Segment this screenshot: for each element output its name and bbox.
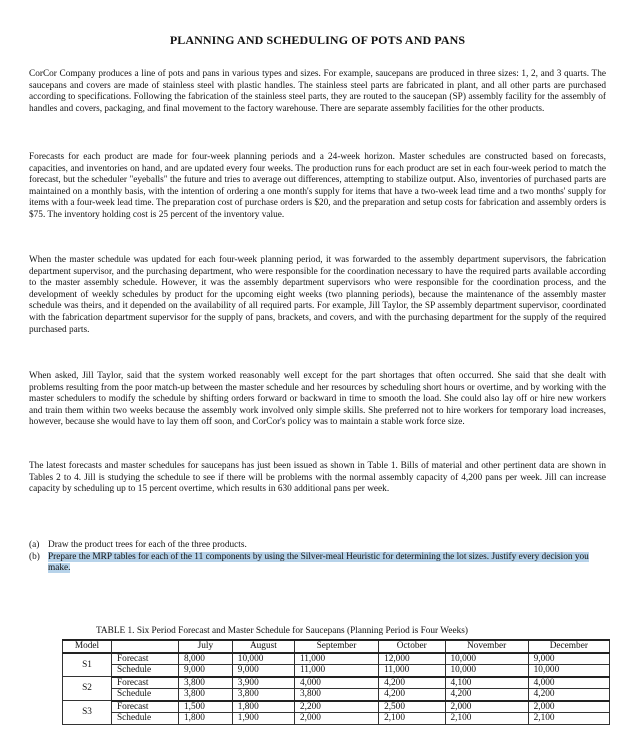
table-cell: 12,000	[379, 653, 445, 665]
table-cell: 10,000	[445, 665, 528, 677]
table-header-row	[63, 640, 610, 653]
paragraph-intro: CorCor Company produces a line of pots and pans in various types and sizes. For example, saucepans are produced in three sizes: 1, 2, and 3 quarts. The saucepans and covers are made of stainless steel with plastic handles. The stainless steel parts are fabricated in plant, and all other parts are purchased according to specifications. Following the fabrication of the stainless steel parts, they are routed to the saucepan (SP) assembly facility for the assembly of handles and covers, packaging, and final movement to the factory warehouse. There are separate assembly facilities for the other products.	[29, 69, 606, 114]
table-cell: 3,800	[179, 689, 233, 701]
row-kind: Schedule	[112, 713, 179, 725]
table-cell: 2,000	[528, 701, 609, 713]
table-cell: 9,000	[232, 665, 294, 677]
table-cell: 2,000	[294, 713, 378, 725]
question-a	[29, 540, 609, 552]
table-cell: 1,800	[232, 701, 294, 713]
table-cell: 8,000	[179, 653, 233, 665]
header-kind	[112, 640, 179, 653]
table-cell: 10,000	[232, 653, 294, 665]
row-kind: Forecast	[112, 653, 179, 665]
table-cell: 2,100	[379, 713, 445, 725]
page-title: PLANNING AND SCHEDULING OF POTS AND PANS	[169, 33, 466, 47]
table-cell: 4,200	[445, 689, 528, 701]
table-cell: 2,100	[528, 713, 609, 725]
row-kind: Forecast	[112, 677, 179, 689]
row-kind: Forecast	[112, 701, 179, 713]
table-cell: 4,000	[528, 677, 609, 689]
table-cell: 4,200	[379, 689, 445, 701]
forecast-schedule-table	[62, 639, 610, 725]
selected-question-text[interactable]: Prepare the MRP tables for each of the 11 components by using the Silver-meal Heuristic for determining the lot sizes. Justify every decision you make.	[48, 551, 589, 574]
header-august: August	[232, 640, 294, 653]
table-cell: 11,000	[294, 665, 378, 677]
header-july: July	[179, 640, 233, 653]
table-row	[63, 653, 610, 665]
table-row	[63, 689, 610, 701]
table-cell: 10,000	[528, 665, 609, 677]
question-text: Draw the product trees for each of the three products.	[48, 540, 247, 550]
row-kind: Schedule	[112, 689, 179, 701]
header-december: December	[528, 640, 609, 653]
table-row	[63, 701, 610, 713]
table-cell: 9,000	[528, 653, 609, 665]
table-cell: 4,200	[379, 677, 445, 689]
table-row	[63, 665, 610, 677]
question-label: (b)	[29, 551, 40, 562]
table-cell: 3,800	[294, 689, 378, 701]
table-caption: TABLE 1. Six Period Forecast and Master Schedule for Saucepans (Planning Period is Four Weeks)	[96, 626, 468, 636]
table-cell: 1,500	[179, 701, 233, 713]
table-cell: 3,800	[179, 677, 233, 689]
table-row	[63, 677, 610, 689]
table-cell: 10,000	[445, 653, 528, 665]
table-row	[63, 713, 610, 725]
paragraph-latest-forecasts: The latest forecasts and master schedules for saucepans has just been issued as shown in Table 1. Bills of material and other pertinent data are shown in Tables 2 to 4. Jill is studying the schedule to see if there will be problems with the normal assembly capacity of 4,200 pans per week. Jill can increase capacity by scheduling up to 15 percent overtime, which results in 630 additional pans per week.	[29, 461, 606, 495]
paragraph-jill-taylor: When asked, Jill Taylor, said that the system worked reasonably well except for the part shortages that often occurred. She said that she dealt with problems resulting from the poor match-up between the master schedule and her resources by scheduling short hours or overtime, and by working with the master schedulers to modify the schedule by shifting orders forward or backward in time to smooth the load. She could also lay off or hire new workers and train them within two weeks because the assembly work involved only simple skills. She preferred not to hire workers for temporary load increases, however, because she would have to lay them off soon, and CorCor's policy was to maintain a stable work force size.	[29, 371, 606, 428]
question-label: (a)	[29, 540, 40, 550]
header-october: October	[379, 640, 445, 653]
header-model: Model	[63, 640, 112, 653]
model-cell: S2	[63, 677, 112, 701]
table-cell: 2,200	[294, 701, 378, 713]
table-cell: 11,000	[379, 665, 445, 677]
table-cell: 1,800	[179, 713, 233, 725]
question-b[interactable]	[29, 552, 609, 575]
question-list	[29, 540, 609, 575]
header-september: September	[294, 640, 378, 653]
table-cell: 11,000	[294, 653, 378, 665]
header-november: November	[445, 640, 528, 653]
paragraph-forecasts: Forecasts for each product are made for four-week planning periods and a 24-week horizon. Master schedules are constructed based on forecasts, capacities, and inventories on hand, and are updated every four weeks. The production runs for each product are set in each four-week period to match the forecast, but the scheduler "eyeballs" the future and tries to average out differences, attempting to stabilize output. Also, inventories of purchased parts are maintained on a monthly basis, with the intention of ordering a one month's supply for items that have a two-week lead time and a two months' supply for items with a four-week lead time. The preparation cost of purchase orders is $20, and the preparation and setup costs for fabrication and assembly orders is $75. The inventory holding cost is 25 percent of the inventory value.	[29, 152, 606, 220]
table-cell: 9,000	[179, 665, 233, 677]
model-cell: S1	[63, 653, 112, 677]
table-cell: 3,900	[232, 677, 294, 689]
table-cell: 3,800	[232, 689, 294, 701]
row-kind: Schedule	[112, 665, 179, 677]
table-cell: 4,100	[445, 677, 528, 689]
model-cell: S3	[63, 701, 112, 725]
paragraph-master-schedule: When the master schedule was updated for each four-week planning period, it was forwarded to the assembly department supervisors, the fabrication department supervisor, and the purchasing department, who were responsible for the coordination necessary to have the required parts available according to the master assembly schedule. However, it was the assembly department supervisors who were responsible for the coordination process, and the development of weekly schedules by product for the upcoming eight weeks (two planning periods), because the maintenance of the assembly master schedule was theirs, and it depended on the availability of all required parts. For example, Jill Taylor, the SP assembly department supervisor, coordinated with the fabrication department supervisor for the supply of pans, brackets, and covers, and with the purchasing department for the supply of the required purchased parts.	[29, 255, 606, 335]
table-cell: 4,200	[528, 689, 609, 701]
table-cell: 2,000	[445, 701, 528, 713]
table-cell: 2,500	[379, 701, 445, 713]
table-cell: 2,100	[445, 713, 528, 725]
table-cell: 4,000	[294, 677, 378, 689]
table-cell: 1,900	[232, 713, 294, 725]
